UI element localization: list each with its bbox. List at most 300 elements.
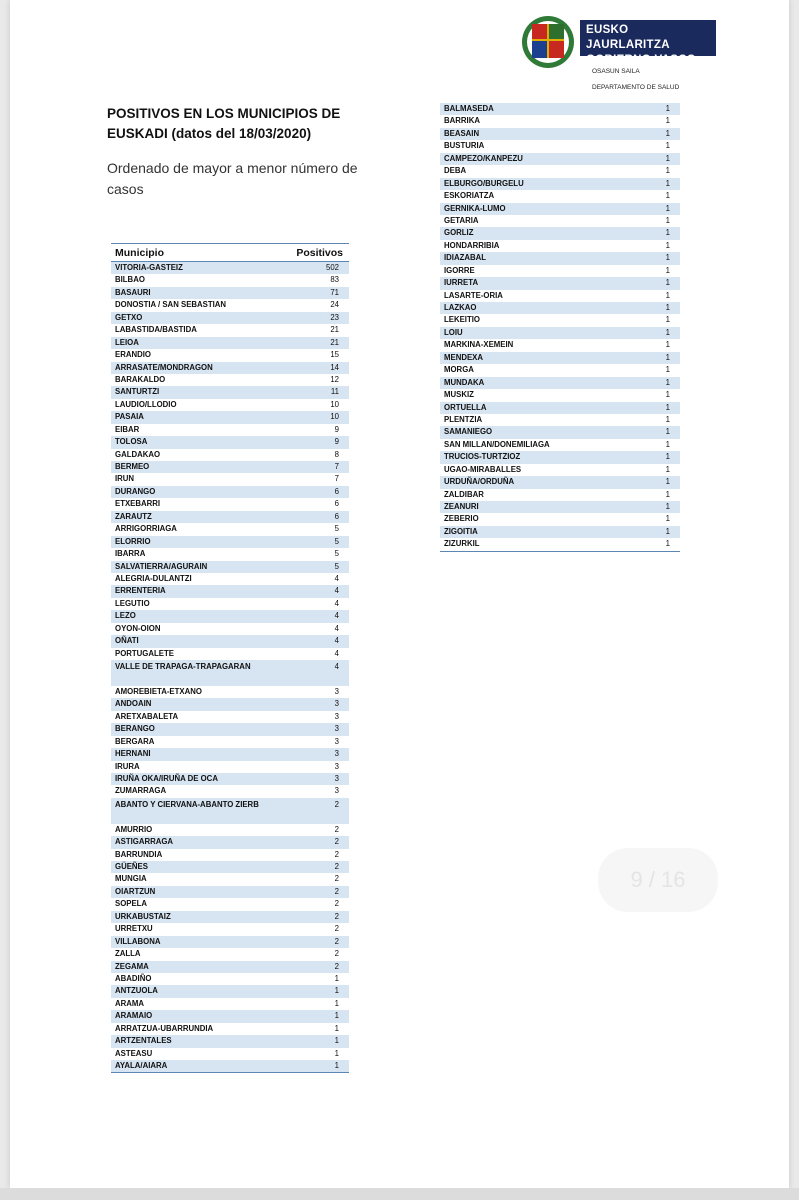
municipio-cell: OYON-OION <box>115 623 161 633</box>
table-row <box>111 849 349 861</box>
positivos-cell: 1 <box>334 973 339 983</box>
brand-line-2: GOBIERNO VASCO <box>586 54 697 66</box>
positivos-cell: 4 <box>284 585 349 597</box>
table-row <box>440 414 680 426</box>
table-row <box>111 424 349 436</box>
positivos-cell: 1 <box>284 1010 349 1022</box>
positivos-cell: 5 <box>334 549 339 559</box>
municipio-cell: ESKORIATZA <box>444 191 495 201</box>
positivos-cell: 1 <box>647 203 680 215</box>
document-page <box>10 0 789 1188</box>
positivos-cell: 1 <box>334 1048 339 1058</box>
municipio-cell: MARKINA-XEMEIN <box>444 340 514 350</box>
positivos-cell: 1 <box>665 514 670 524</box>
positivos-cell: 7 <box>284 461 349 473</box>
positivos-cell: 1 <box>665 464 670 474</box>
positivos-cell: 6 <box>284 486 349 498</box>
positivos-cell: 6 <box>334 499 339 509</box>
table-row <box>440 103 680 115</box>
table-row <box>111 399 349 411</box>
municipio-cell: LASARTE-ORIA <box>444 290 503 300</box>
table-row <box>111 349 349 361</box>
table-row <box>440 215 680 227</box>
municipio-cell: ASTEASU <box>115 1048 153 1058</box>
table-row <box>111 886 349 898</box>
positivos-cell: 71 <box>284 287 349 299</box>
municipio-cell: LEZO <box>111 610 284 622</box>
coat-of-arms-icon <box>520 12 576 72</box>
positivos-cell: 1 <box>665 215 670 225</box>
table-row <box>440 277 680 289</box>
municipio-cell: HERNANI <box>111 748 284 760</box>
positivos-cell: 1 <box>665 265 670 275</box>
table-row <box>111 785 349 797</box>
table-row <box>440 265 680 277</box>
municipio-cell: ELBURGO/BURGELU <box>440 178 647 190</box>
municipio-cell: SAMANIEGO <box>440 426 647 438</box>
municipio-cell: IRUÑA OKA/IRUÑA DE OCA <box>111 773 284 785</box>
table-row <box>440 314 680 326</box>
positivos-cell: 2 <box>334 924 339 934</box>
positivos-cell: 1 <box>665 191 670 201</box>
municipio-cell: PORTUGALETE <box>115 648 174 658</box>
positivos-cell: 2 <box>284 936 349 948</box>
table-row <box>440 178 680 190</box>
table-row <box>111 623 349 635</box>
municipio-cell: ZEBERIO <box>444 514 479 524</box>
table-row <box>111 585 349 597</box>
municipio-cell: ARRIGORRIAGA <box>115 524 177 534</box>
table-row <box>111 936 349 948</box>
municipio-cell: ZUMARRAGA <box>115 786 167 796</box>
table-row <box>440 140 680 152</box>
positivos-cell: 9 <box>334 424 339 434</box>
table-row <box>111 473 349 485</box>
table-row <box>440 128 680 140</box>
municipio-cell: ABANTO Y CIERVANA-ABANTO ZIERB <box>111 798 284 824</box>
table-row <box>111 898 349 910</box>
municipio-cell: BUSTURIA <box>444 141 485 151</box>
table-row <box>111 923 349 935</box>
table-row <box>111 573 349 585</box>
brand-box <box>580 20 716 66</box>
municipio-cell: ABADIÑO <box>115 973 152 983</box>
municipio-cell: IBARRA <box>115 549 146 559</box>
municipio-cell: ANDOAIN <box>111 698 284 710</box>
positivos-cell: 1 <box>647 377 680 389</box>
municipio-cell: MORGA <box>444 365 474 375</box>
table-row <box>111 274 349 286</box>
table-row <box>440 489 680 501</box>
positivos-cell: 7 <box>334 474 339 484</box>
table-row <box>440 538 680 551</box>
municipio-cell: MUNGIA <box>115 874 147 884</box>
table-row <box>111 436 349 448</box>
positivos-cell: 1 <box>284 1035 349 1047</box>
positivos-cell: 3 <box>284 773 349 785</box>
positivos-cell: 1 <box>665 240 670 250</box>
positivos-cell: 1 <box>647 153 680 165</box>
positivos-cell: 1 <box>284 1060 349 1073</box>
table-row <box>440 290 680 302</box>
municipio-cell: TOLOSA <box>111 436 284 448</box>
table-row <box>440 339 680 351</box>
positivos-cell: 1 <box>665 290 670 300</box>
table-row <box>111 998 349 1010</box>
municipio-cell: BARAKALDO <box>115 374 166 384</box>
positivos-cell: 8 <box>334 449 339 459</box>
municipio-cell: PLENTZIA <box>444 414 483 424</box>
table-row <box>111 723 349 735</box>
table-row <box>111 1010 349 1022</box>
positivos-cell: 4 <box>284 660 349 686</box>
municipio-cell: SAN MILLAN/DONEMILIAGA <box>444 439 550 449</box>
positivos-cell: 1 <box>334 1023 339 1033</box>
table-row <box>111 761 349 773</box>
table-row <box>440 327 680 339</box>
positivos-cell: 4 <box>284 635 349 647</box>
positivos-cell: 5 <box>334 524 339 534</box>
table-row <box>440 153 680 165</box>
municipio-cell: BEASAIN <box>440 128 647 140</box>
positivos-cell: 2 <box>334 949 339 959</box>
municipio-cell: UGAO-MIRABALLES <box>444 464 522 474</box>
positivos-cell: 1 <box>647 327 680 339</box>
table-row <box>440 302 680 314</box>
table-header-row <box>111 244 349 262</box>
table-row <box>111 660 349 686</box>
municipio-cell: LEIOA <box>111 337 284 349</box>
municipio-cell: LAUDIO/LLODIO <box>115 399 177 409</box>
positivos-cell: 11 <box>284 386 349 398</box>
positivos-cell: 1 <box>665 166 670 176</box>
positivos-cell: 3 <box>284 698 349 710</box>
brand-line-1: EUSKO JAURLARITZA <box>586 24 670 51</box>
table-row <box>440 364 680 376</box>
positivos-cell: 1 <box>647 103 680 115</box>
positivos-cell: 1 <box>665 439 670 449</box>
municipalities-table-right <box>440 103 680 552</box>
municipio-cell: ARTZENTALES <box>111 1035 284 1047</box>
table-row <box>111 686 349 698</box>
municipio-cell: DONOSTIA / SAN SEBASTIAN <box>115 300 227 310</box>
positivos-cell: 4 <box>334 648 339 658</box>
positivos-cell: 5 <box>284 561 349 573</box>
positivos-cell: 10 <box>284 411 349 423</box>
table-row <box>440 227 680 239</box>
positivos-cell: 83 <box>330 275 339 285</box>
table-row <box>111 449 349 461</box>
municipio-cell: ARRASATE/MONDRAGON <box>111 362 284 374</box>
positivos-cell: 2 <box>334 849 339 859</box>
positivos-cell: 1 <box>647 302 680 314</box>
municipio-cell: ERRENTERIA <box>111 585 284 597</box>
municipio-cell: ZIGOITIA <box>440 526 647 538</box>
table-row <box>440 476 680 488</box>
positivos-cell: 3 <box>334 786 339 796</box>
positivos-cell: 1 <box>647 402 680 414</box>
table-row <box>111 648 349 660</box>
page-indicator: 9 / 16 <box>598 848 718 912</box>
positivos-cell: 15 <box>330 350 339 360</box>
table-row <box>440 203 680 215</box>
municipio-cell: IURRETA <box>440 277 647 289</box>
table-row <box>111 798 349 824</box>
table-row <box>111 748 349 760</box>
municipio-cell: AYALA/AIARA <box>111 1060 284 1073</box>
municipio-cell: ANTZUOLA <box>111 985 284 997</box>
positivos-cell: 1 <box>665 116 670 126</box>
municipio-cell: BARRIKA <box>444 116 480 126</box>
table-row <box>440 451 680 463</box>
table-row <box>111 973 349 985</box>
table-row <box>111 548 349 560</box>
positivos-cell: 2 <box>284 911 349 923</box>
positivos-cell: 1 <box>665 539 670 549</box>
table-row <box>111 598 349 610</box>
positivos-cell: 1 <box>647 277 680 289</box>
positivos-cell: 1 <box>647 128 680 140</box>
municipio-cell: LEKEITIO <box>444 315 480 325</box>
municipio-cell: GALDAKAO <box>115 449 161 459</box>
municipio-cell: ASTIGARRAGA <box>111 836 284 848</box>
table-row <box>111 1035 349 1047</box>
municipio-cell: BALMASEDA <box>440 103 647 115</box>
positivos-cell: 14 <box>284 362 349 374</box>
positivos-cell: 3 <box>334 686 339 696</box>
municipio-cell: GORLIZ <box>440 227 647 239</box>
municipio-cell: BARRUNDIA <box>115 849 163 859</box>
positivos-cell: 2 <box>284 836 349 848</box>
municipio-cell: VALLE DE TRAPAGA-TRAPAGARAN <box>111 660 284 686</box>
positivos-cell: 1 <box>665 340 670 350</box>
table-row <box>440 352 680 364</box>
table-row <box>111 461 349 473</box>
municipio-cell: SANTURTZI <box>111 386 284 398</box>
table-row <box>440 513 680 525</box>
table-row <box>111 1048 349 1060</box>
department-spanish: DEPARTAMENTO DE SALUD <box>592 84 680 91</box>
municipio-cell: OIARTZUN <box>111 886 284 898</box>
positivos-cell: 1 <box>665 315 670 325</box>
positivos-cell: 1 <box>647 451 680 463</box>
positivos-cell: 5 <box>284 536 349 548</box>
positivos-cell: 2 <box>284 861 349 873</box>
municipio-cell: SOPELA <box>115 899 148 909</box>
table-row <box>440 464 680 476</box>
table-row <box>111 861 349 873</box>
table-row <box>111 985 349 997</box>
positivos-cell: 2 <box>334 874 339 884</box>
municipio-cell: ZIZURKIL <box>444 539 480 549</box>
positivos-cell: 1 <box>665 365 670 375</box>
municipio-cell: BERGARA <box>115 736 155 746</box>
document-title: POSITIVOS EN LOS MUNICIPIOS DE EUSKADI (datos del 18/03/2020) <box>107 106 341 141</box>
table-row <box>111 498 349 510</box>
municipio-cell: AMOREBIETA-ETXANO <box>115 686 202 696</box>
table-row <box>111 561 349 573</box>
municipio-cell: ZARAUTZ <box>111 511 284 523</box>
municipio-cell: LEGUTIO <box>115 598 150 608</box>
positivos-cell: 23 <box>284 312 349 324</box>
table-row <box>440 526 680 538</box>
positivos-cell: 1 <box>647 252 680 264</box>
positivos-cell: 1 <box>647 501 680 513</box>
table-row <box>111 287 349 299</box>
positivos-cell: 4 <box>334 623 339 633</box>
municipio-cell: OÑATI <box>111 635 284 647</box>
municipio-cell: ARETXABALETA <box>115 711 179 721</box>
positivos-cell: 3 <box>334 761 339 771</box>
municipio-cell: MENDEXA <box>440 352 647 364</box>
positivos-cell: 6 <box>284 511 349 523</box>
table-row <box>111 362 349 374</box>
positivos-cell: 1 <box>647 352 680 364</box>
positivos-cell: 12 <box>330 374 339 384</box>
positivos-cell: 4 <box>284 610 349 622</box>
municipio-cell: ARAMAIO <box>111 1010 284 1022</box>
table-row <box>440 165 680 177</box>
municipio-cell: URKABUSTAIZ <box>111 911 284 923</box>
table-row <box>111 386 349 398</box>
municipio-cell: ZEANURI <box>440 501 647 513</box>
positivos-cell: 2 <box>284 961 349 973</box>
municipio-cell: ALEGRIA-DULANTZI <box>115 573 192 583</box>
positivos-cell: 1 <box>334 998 339 1008</box>
table-row <box>111 536 349 548</box>
municipio-cell: PASAIA <box>111 411 284 423</box>
positivos-cell: 2 <box>334 824 339 834</box>
municipio-cell: IRURA <box>115 761 140 771</box>
municipio-cell: ZALLA <box>115 949 141 959</box>
positivos-cell: 1 <box>647 227 680 239</box>
municipio-cell: ERANDIO <box>115 350 151 360</box>
column-header-municipio: Municipio <box>111 244 284 262</box>
table-row <box>440 252 680 264</box>
positivos-cell: 3 <box>334 711 339 721</box>
municipalities-table-left <box>111 243 349 1073</box>
municipio-cell: DEBA <box>444 166 467 176</box>
table-row <box>111 961 349 973</box>
table-row <box>440 115 680 127</box>
positivos-cell: 1 <box>647 426 680 438</box>
table-row <box>111 337 349 349</box>
positivos-cell: 2 <box>284 798 349 824</box>
municipio-cell: TRUCIOS-TURTZIOZ <box>440 451 647 463</box>
municipio-cell: IGORRE <box>444 265 475 275</box>
municipio-cell: URRETXU <box>115 924 153 934</box>
municipio-cell: GERNIKA-LUMO <box>440 203 647 215</box>
positivos-cell: 1 <box>284 985 349 997</box>
positivos-cell: 4 <box>334 573 339 583</box>
municipio-cell: ARRATZUA-UBARRUNDIA <box>115 1023 214 1033</box>
municipio-cell: ELORRIO <box>111 536 284 548</box>
municipio-cell: GETARIA <box>444 215 479 225</box>
positivos-cell: 1 <box>647 178 680 190</box>
table-row <box>440 439 680 451</box>
municipio-cell: VITORIA-GASTEIZ <box>111 262 284 275</box>
table-row <box>111 635 349 647</box>
positivos-cell: 1 <box>647 476 680 488</box>
table-row <box>111 911 349 923</box>
municipio-cell: ETXEBARRI <box>115 499 161 509</box>
municipio-cell: MUSKIZ <box>444 390 474 400</box>
table-row <box>111 824 349 836</box>
municipio-cell: SALVATIERRA/AGURAIN <box>111 561 284 573</box>
department-basque: OSASUN SAILA <box>592 68 640 75</box>
positivos-cell: 3 <box>284 748 349 760</box>
municipio-cell: EIBAR <box>115 424 140 434</box>
municipio-cell: LAZKAO <box>440 302 647 314</box>
municipio-cell: LABASTIDA/BASTIDA <box>115 325 197 335</box>
gobierno-vasco-logo <box>520 12 720 74</box>
table-row <box>440 377 680 389</box>
column-header-positivos: Positivos <box>284 244 349 262</box>
table-row <box>111 486 349 498</box>
municipio-cell: AMURRIO <box>115 824 153 834</box>
municipio-cell: BERANGO <box>111 723 284 735</box>
municipio-cell: ZEGAMA <box>111 961 284 973</box>
municipio-cell: BERMEO <box>111 461 284 473</box>
table-row <box>440 426 680 438</box>
municipio-cell: BILBAO <box>115 275 145 285</box>
table-row <box>440 389 680 401</box>
municipio-cell: LOIU <box>440 327 647 339</box>
table-row <box>111 873 349 885</box>
positivos-cell: 1 <box>665 414 670 424</box>
positivos-cell: 502 <box>284 262 349 275</box>
table-row <box>111 374 349 386</box>
positivos-cell: 9 <box>284 436 349 448</box>
positivos-cell: 21 <box>284 337 349 349</box>
table-row <box>111 511 349 523</box>
municipio-cell: HONDARRIBIA <box>444 240 500 250</box>
table-row <box>111 523 349 535</box>
municipio-cell: IDIAZABAL <box>440 252 647 264</box>
positivos-cell: 24 <box>330 300 339 310</box>
positivos-cell: 1 <box>665 489 670 499</box>
positivos-cell: 1 <box>665 390 670 400</box>
municipio-cell: ORTUELLA <box>440 402 647 414</box>
table-row <box>111 411 349 423</box>
positivos-cell: 1 <box>647 526 680 538</box>
table-row <box>111 1023 349 1035</box>
table-row <box>111 312 349 324</box>
positivos-cell: 3 <box>284 723 349 735</box>
table-row <box>440 240 680 252</box>
table-row <box>440 402 680 414</box>
table-row <box>111 698 349 710</box>
positivos-cell: 2 <box>284 886 349 898</box>
positivos-cell: 21 <box>330 325 339 335</box>
municipio-cell: DURANGO <box>111 486 284 498</box>
table-row <box>111 711 349 723</box>
positivos-cell: 2 <box>334 899 339 909</box>
municipio-cell: URDUÑA/ORDUÑA <box>440 476 647 488</box>
table-row <box>111 610 349 622</box>
municipio-cell: ZALDIBAR <box>444 489 484 499</box>
municipio-cell: GÜEÑES <box>111 861 284 873</box>
positivos-cell: 10 <box>330 399 339 409</box>
positivos-cell: 4 <box>334 598 339 608</box>
municipio-cell: ARAMA <box>115 998 145 1008</box>
table-row <box>440 190 680 202</box>
table-row <box>111 736 349 748</box>
document-subtitle: Ordenado de mayor a menor número de casos <box>107 160 358 197</box>
table-row <box>111 948 349 960</box>
municipio-cell: BASAURI <box>111 287 284 299</box>
municipio-cell: GETXO <box>111 312 284 324</box>
